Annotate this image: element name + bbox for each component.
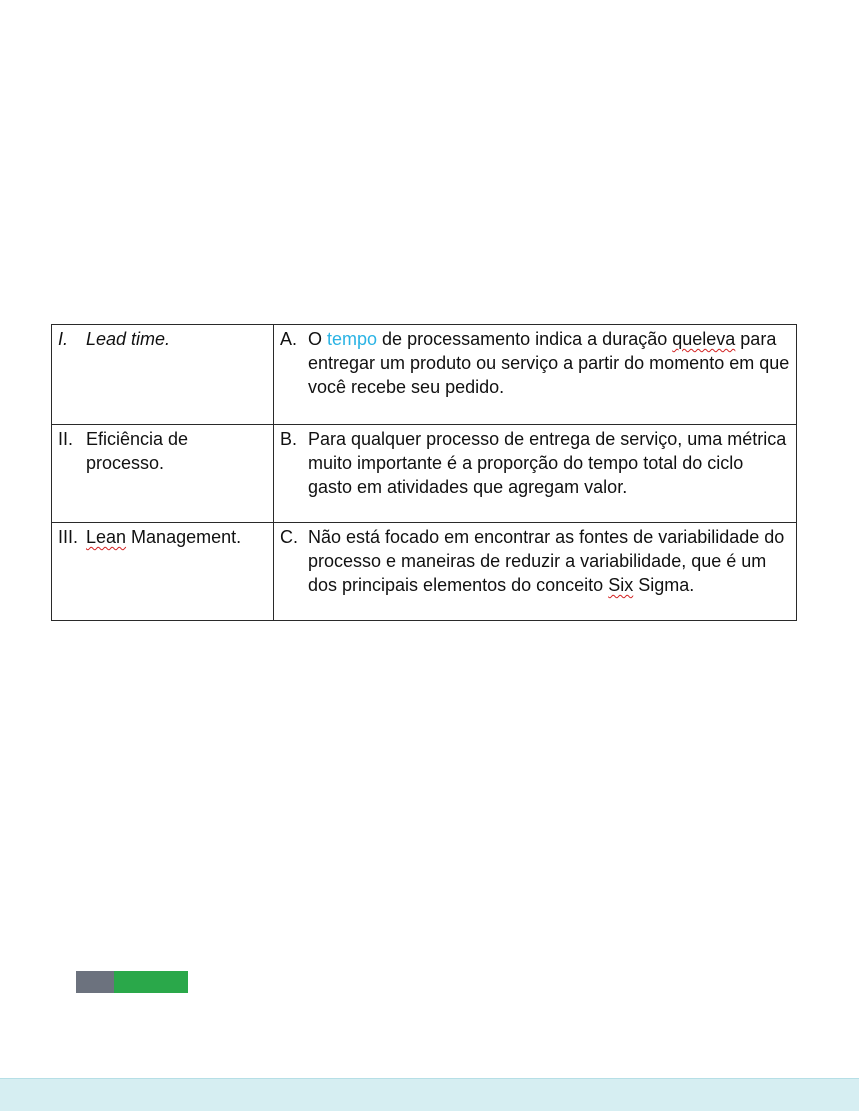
table-row (52, 325, 797, 425)
text-fragment: Sigma. (633, 575, 695, 595)
highlighted-word: tempo (327, 329, 378, 349)
definition-text (308, 525, 790, 597)
progress-bar (76, 971, 188, 993)
definition-text: Para qualquer processo de entrega de serviço, uma métrica muito importante é a proporção do tempo total do ciclo gasto em atividades que agregam valor. (308, 429, 787, 497)
progress-fill (114, 971, 188, 993)
right-cell (274, 425, 797, 523)
misspelled-word: Six (608, 575, 634, 595)
letter-marker: B. (280, 429, 298, 449)
left-cell (52, 325, 274, 425)
text-fragment: Não está focado em encontrar as fontes de variabilidade do processo e maneiras de reduzir a variabilidade, que é um dos principais elementos do conceito (308, 527, 785, 595)
letter-marker: A. (280, 329, 298, 349)
bottom-bar (0, 1078, 859, 1111)
text-fragment: para entregar um produto ou serviço a partir do momento em que você recebe seu pedido. (308, 329, 790, 397)
misspelled-word: queleva (672, 329, 736, 349)
concept-label: Lead time. (86, 329, 171, 349)
text-fragment: O (308, 329, 328, 349)
roman-marker: III. (58, 527, 79, 547)
concept-label: Eficiência de processo. (86, 429, 189, 473)
misspelled-word: Lean (86, 527, 127, 547)
left-cell (52, 425, 274, 523)
table-row (52, 425, 797, 523)
roman-marker: II. (58, 429, 74, 449)
letter-marker: C. (280, 527, 298, 547)
table-row (52, 523, 797, 621)
roman-marker: I. (58, 329, 69, 349)
matching-table (51, 324, 797, 621)
right-cell (274, 325, 797, 425)
text-fragment: Management. (126, 527, 242, 547)
left-cell (52, 523, 274, 621)
concept-label (86, 525, 267, 549)
definition-text (308, 327, 790, 399)
text-fragment: de processamento indica a duração (377, 329, 673, 349)
right-cell (274, 523, 797, 621)
